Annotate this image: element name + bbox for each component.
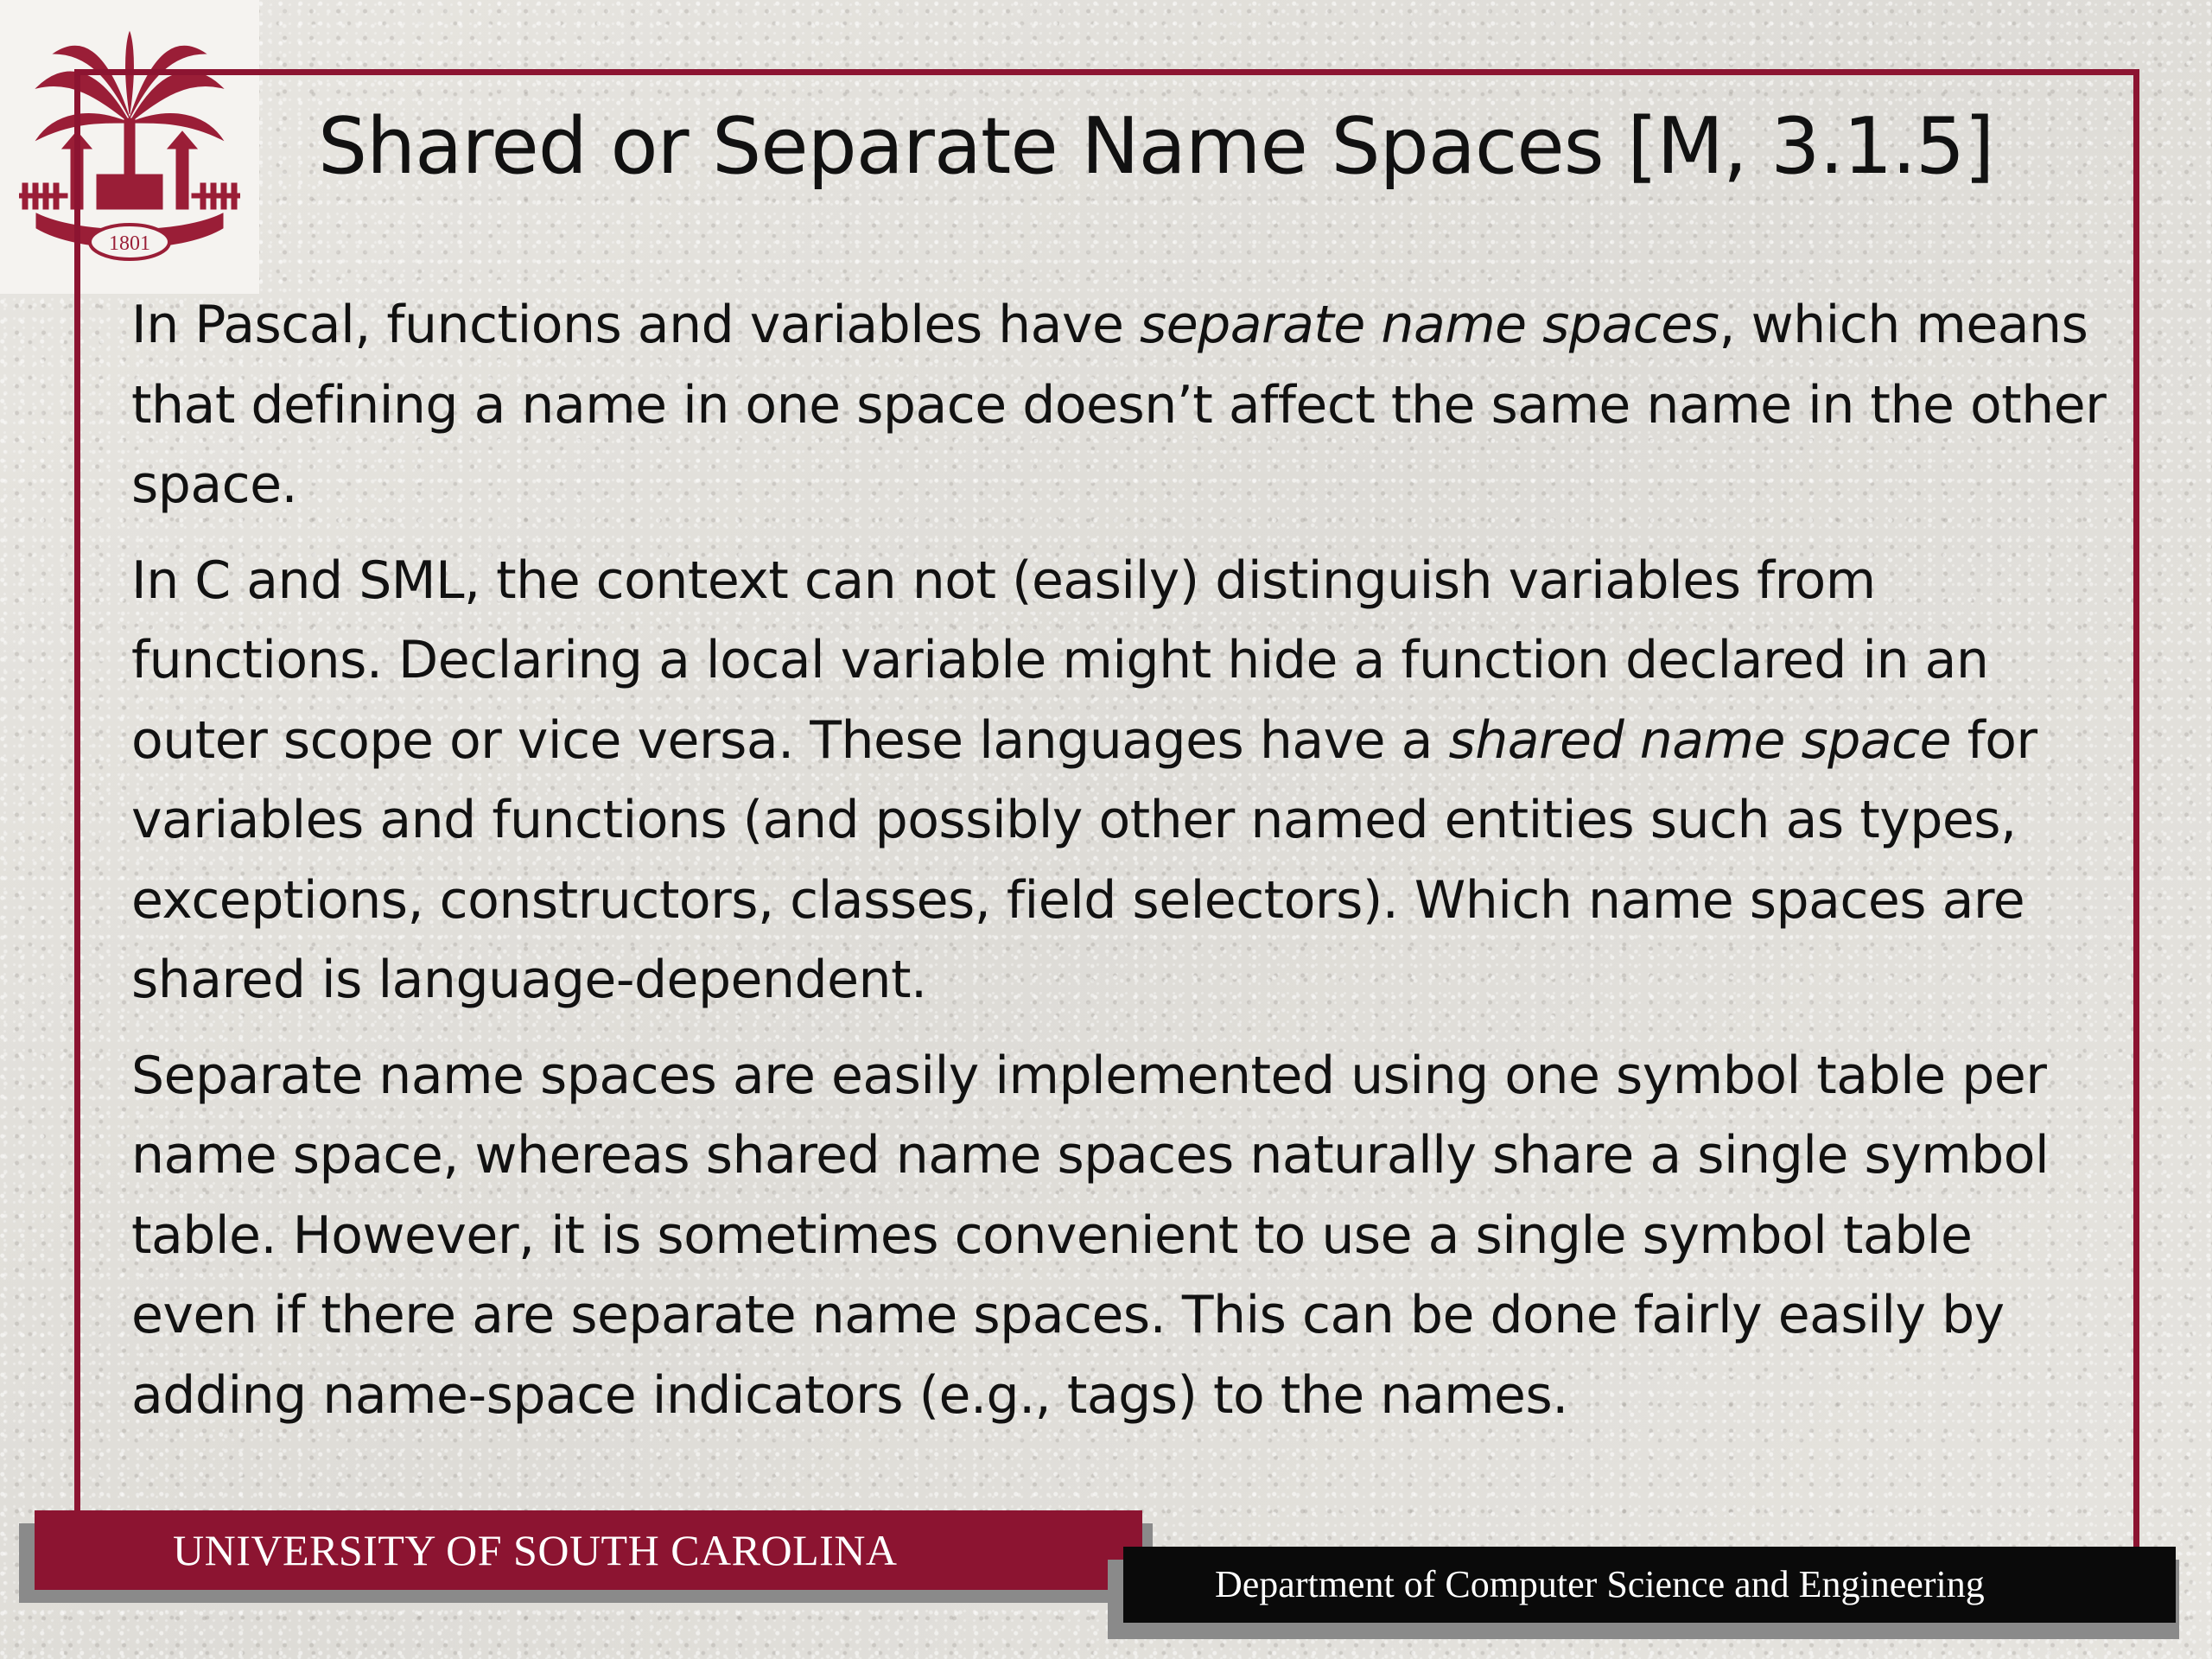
paragraph-pascal	[131, 285, 2110, 525]
logo-year: 1801	[109, 232, 150, 255]
paragraph-pascal-emphasis: separate name spaces	[1139, 295, 1719, 355]
department-bar: Department of Computer Science and Engineering	[1123, 1547, 2176, 1623]
paragraph-c-sml-emphasis: shared name space	[1448, 709, 1951, 771]
paragraph-c-sml	[131, 541, 2110, 1020]
paragraph-symbol-tables: Separate name spaces are easily implemented using one symbol table per name space, whereas shared name spaces naturally share a single symbol table. However, it is sometimes convenient to use a single symbol table even if there are separate name spaces. This can be done fairly easily by adding name-space indicators (e.g., tags) to the names.	[131, 1045, 2050, 1426]
slide-title: Shared or Separate Name Spaces [M, 3.1.5]	[318, 101, 1994, 192]
paragraph-pascal-text-a: In Pascal, functions and variables have	[131, 295, 1140, 355]
paragraph-pascal-text-b: , which means that defining a name in one space doesn’t affect the same name in the other space.	[131, 295, 2107, 515]
paragraph-c-sml-text-a: In C and SML, the context can not (easily) distinguish variables from functions. Declaring a local variable might hide a function declared in an outer scope or vice versa. These languages have a	[131, 550, 1989, 771]
university-bar: UNIVERSITY OF SOUTH CAROLINA	[35, 1510, 1142, 1590]
paragraph-c-sml-text-b: for variables and functions (and possibly other named entities such as types, exceptions, constructors, classes, field selectors). Which name spaces are shared is language-dependent.	[131, 709, 2037, 1010]
slide-body	[131, 285, 2110, 1451]
